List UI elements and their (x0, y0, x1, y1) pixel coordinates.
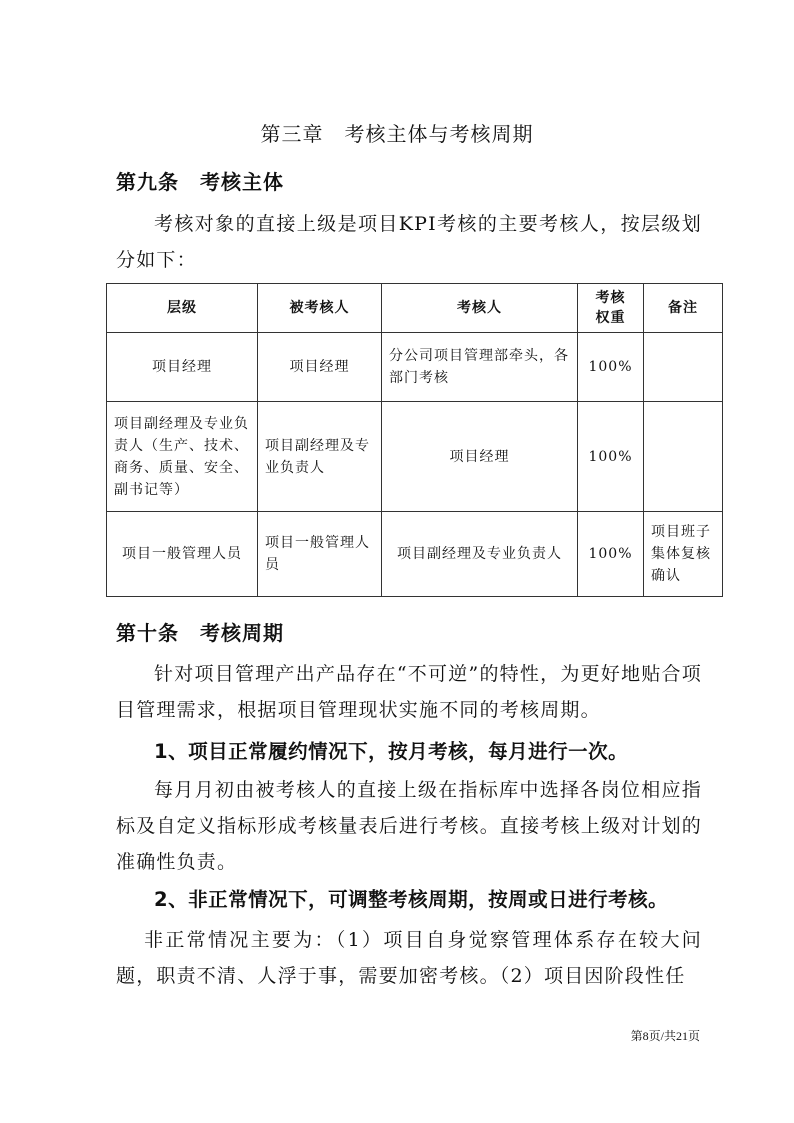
chapter-title: 第三章 考核主体与考核周期 (260, 122, 534, 146)
cell-assessor: 分公司项目管理部牵头，各部门考核 (382, 333, 578, 402)
cell-assessor: 项目副经理及专业负责人 (382, 512, 578, 597)
cell-level: 项目副经理及专业负责人（生产、技术、商务、质量、安全、副书记等） (107, 402, 258, 512)
cell-remark (644, 333, 723, 402)
header-assessee: 被考核人 (258, 284, 382, 333)
article9-intro: 考核对象的直接上级是项目KPI考核的主要考核人，按层级划分如下： (116, 213, 702, 271)
page-footer: 第8页/共21页 (630, 1029, 700, 1043)
cell-remark: 项目班子集体复核确认 (644, 512, 723, 597)
article9-heading: 第九条 考核主体 (116, 170, 284, 194)
item2-title: 2、非正常情况下，可调整考核周期，按周或日进行考核。 (154, 888, 669, 911)
header-weight: 考核 权重 (578, 284, 644, 333)
cell-level: 项目一般管理人员 (107, 512, 258, 597)
cell-weight: 100% (578, 402, 644, 512)
item2-body: 非正常情况主要为：（1）项目自身觉察管理体系存在较大问题，职责不清、人浮于事，需要加密考核。（2）项目因阶段性任 (116, 929, 702, 987)
cell-assessee: 项目副经理及专业负责人 (258, 402, 382, 512)
table-row (107, 333, 723, 402)
cell-weight: 100% (578, 333, 644, 402)
article10-intro: 针对项目管理产出产品存在“不可逆”的特性，为更好地贴合项目管理需求，根据项目管理现状实施不同的考核周期。 (116, 663, 702, 721)
assessment-table (106, 283, 723, 597)
cell-weight: 100% (578, 512, 644, 597)
cell-assessee: 项目一般管理人员 (258, 512, 382, 597)
item1-title: 1、项目正常履约情况下，按月考核，每月进行一次。 (154, 740, 629, 763)
header-remark: 备注 (644, 284, 723, 333)
cell-assessee: 项目经理 (258, 333, 382, 402)
cell-level: 项目经理 (107, 333, 258, 402)
table-row (107, 402, 723, 512)
table-header-row (107, 284, 723, 333)
header-level: 层级 (107, 284, 258, 333)
item1-body: 每月月初由被考核人的直接上级在指标库中选择各岗位相应指标及自定义指标形成考核量表后进行考核。直接考核上级对计划的准确性负责。 (116, 779, 702, 873)
cell-assessor: 项目经理 (382, 402, 578, 512)
article10-heading: 第十条 考核周期 (116, 621, 284, 645)
cell-remark (644, 402, 723, 512)
header-assessor: 考核人 (382, 284, 578, 333)
table-row (107, 512, 723, 597)
